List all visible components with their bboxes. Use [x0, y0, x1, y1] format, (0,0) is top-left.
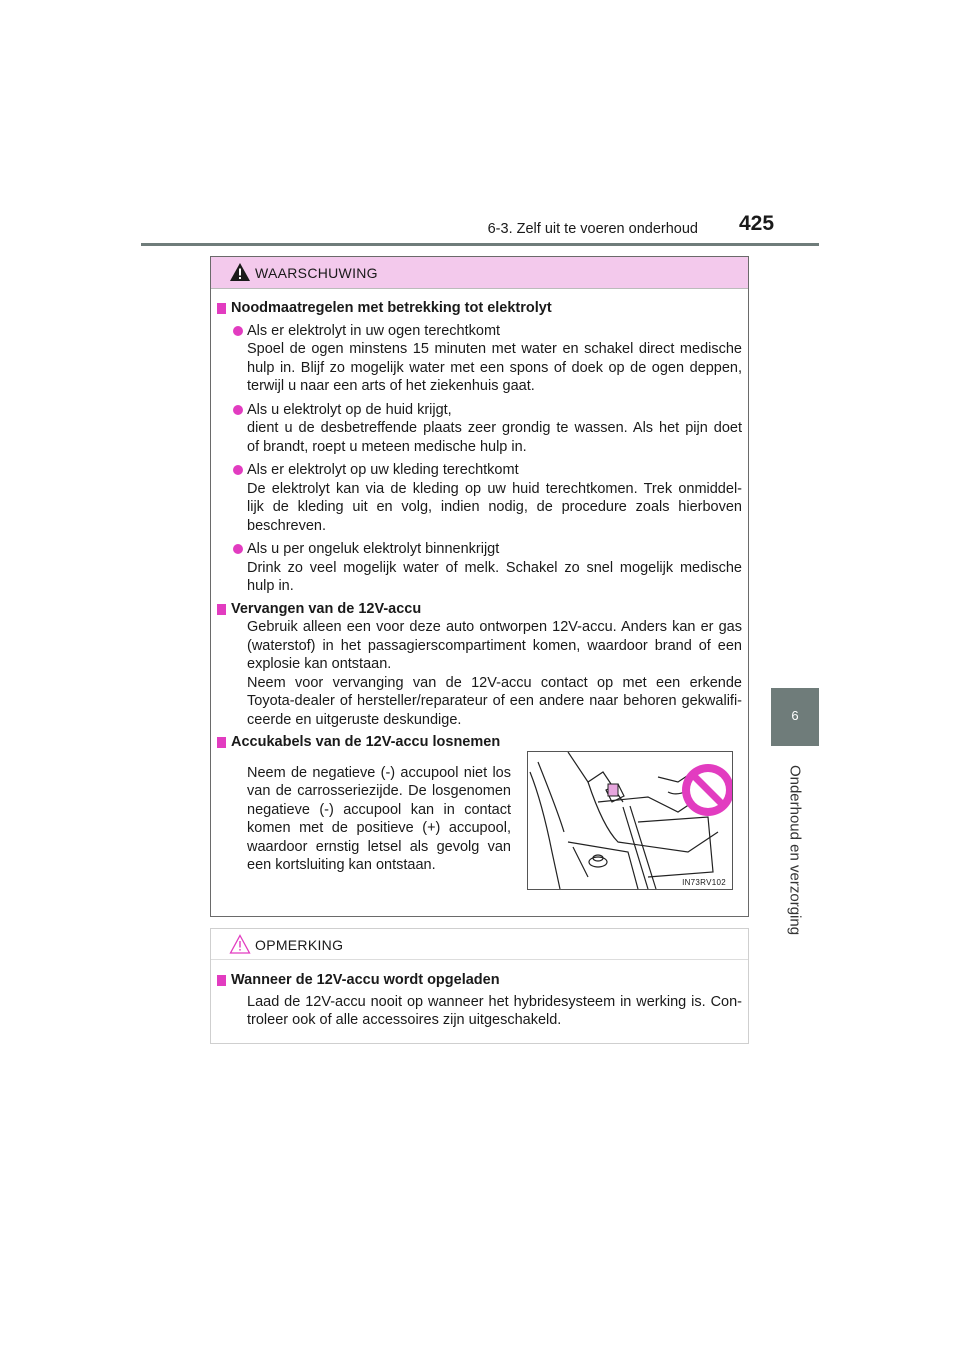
- section-heading-electrolyte: Noodmaatregelen met betrekking tot elektrolyt: [217, 299, 742, 318]
- warning-header: [211, 257, 748, 289]
- square-bullet-icon: [217, 737, 226, 748]
- warning-box: [210, 256, 749, 917]
- note-title: OPMERKING: [255, 937, 344, 953]
- header-rule: [141, 243, 819, 246]
- chapter-tab-number: 6: [791, 708, 799, 723]
- page-number: 425: [739, 212, 775, 235]
- round-bullet-icon: [233, 326, 243, 336]
- caution-triangle-icon: [229, 934, 251, 954]
- bullet-skin: Als u elektrolyt op de huid krijgt, dient u de desbetreffende plaats zeer grondig te wassen. Als het pijn doet of brandt, roept u meteen medische hulp in.: [217, 401, 742, 457]
- note-paragraph: Laad de 12V-accu nooit op wanneer het hybridesysteem in werking is. Con- troleer ook of alle accessoires zijn uitgeschakeld.: [247, 993, 742, 1028]
- chapter-label: Onderhoud en verzorging: [786, 764, 804, 936]
- note-box: [210, 928, 749, 1044]
- round-bullet-icon: [233, 544, 243, 554]
- replace-paragraph: Gebruik alleen een voor deze auto ontworpen 12V-accu. Anders kan er gas (waterstof) in het passagierscompartiment komen, waardoor brand of een explosie kan ontstaan. Neem voor vervanging van de 12V-accu contact op met een erkende Toyota-dealer of hersteller/reparateur of een andere naar behoren gekwalifi- ceerde en uitgeruste deskundige.: [247, 619, 742, 728]
- section-heading-disconnect: Accukabels van de 12V-accu losnemen: [217, 733, 742, 752]
- bullet-eyes: Als er elektrolyt in uw ogen terechtkomt Spoel de ogen minstens 15 minuten met water en schakel direct medische hulp in. Blijf zo mogelijk water met een spons of doek op de ogen deppen, terwijl u naar een arts of het ziekenhuis gaat.: [217, 322, 742, 396]
- running-header-section: 6-3. Zelf uit te voeren onderhoud: [487, 221, 698, 237]
- square-bullet-icon: [217, 604, 226, 615]
- battery-terminal-drawing: [528, 752, 732, 889]
- bullet-swallowed: Als u per ongeluk elektrolyt binnenkrijgt Drink zo veel mogelijk water of melk. Schakel zo snel mogelijk medische hulp in.: [217, 540, 742, 596]
- chapter-tab: [771, 688, 819, 746]
- battery-illustration: [527, 751, 733, 890]
- note-header: [211, 929, 748, 960]
- section-heading-replace: Vervangen van de 12V-accu: [217, 600, 742, 619]
- warning-title: WAARSCHUWING: [255, 265, 378, 281]
- square-bullet-icon: [217, 303, 226, 314]
- round-bullet-icon: [233, 405, 243, 415]
- note-heading: Wanneer de 12V-accu wordt opgeladen: [217, 971, 742, 990]
- note-content: [217, 971, 742, 1030]
- disconnect-paragraph: Neem de negatieve (-) accupool niet los van de carrosseriezijde. De losgenomen negatieve (-) accupool kan in contact komen met de positieve (+) accupool, waardoor ernstig letsel als gevolg van een kortsluiting kan ontstaan.: [247, 764, 511, 873]
- warning-triangle-icon: [229, 262, 251, 282]
- square-bullet-icon: [217, 975, 226, 986]
- bullet-clothing: Als er elektrolyt op uw kleding terechtkomt De elektrolyt kan via de kleding op uw huid terechtkomen. Trek onmiddel- lijk de kleding uit en volg, indien nodig, de procedure zoals hierboven beschreven.: [217, 461, 742, 535]
- illustration-code: IN73RV102: [682, 878, 726, 887]
- round-bullet-icon: [233, 465, 243, 475]
